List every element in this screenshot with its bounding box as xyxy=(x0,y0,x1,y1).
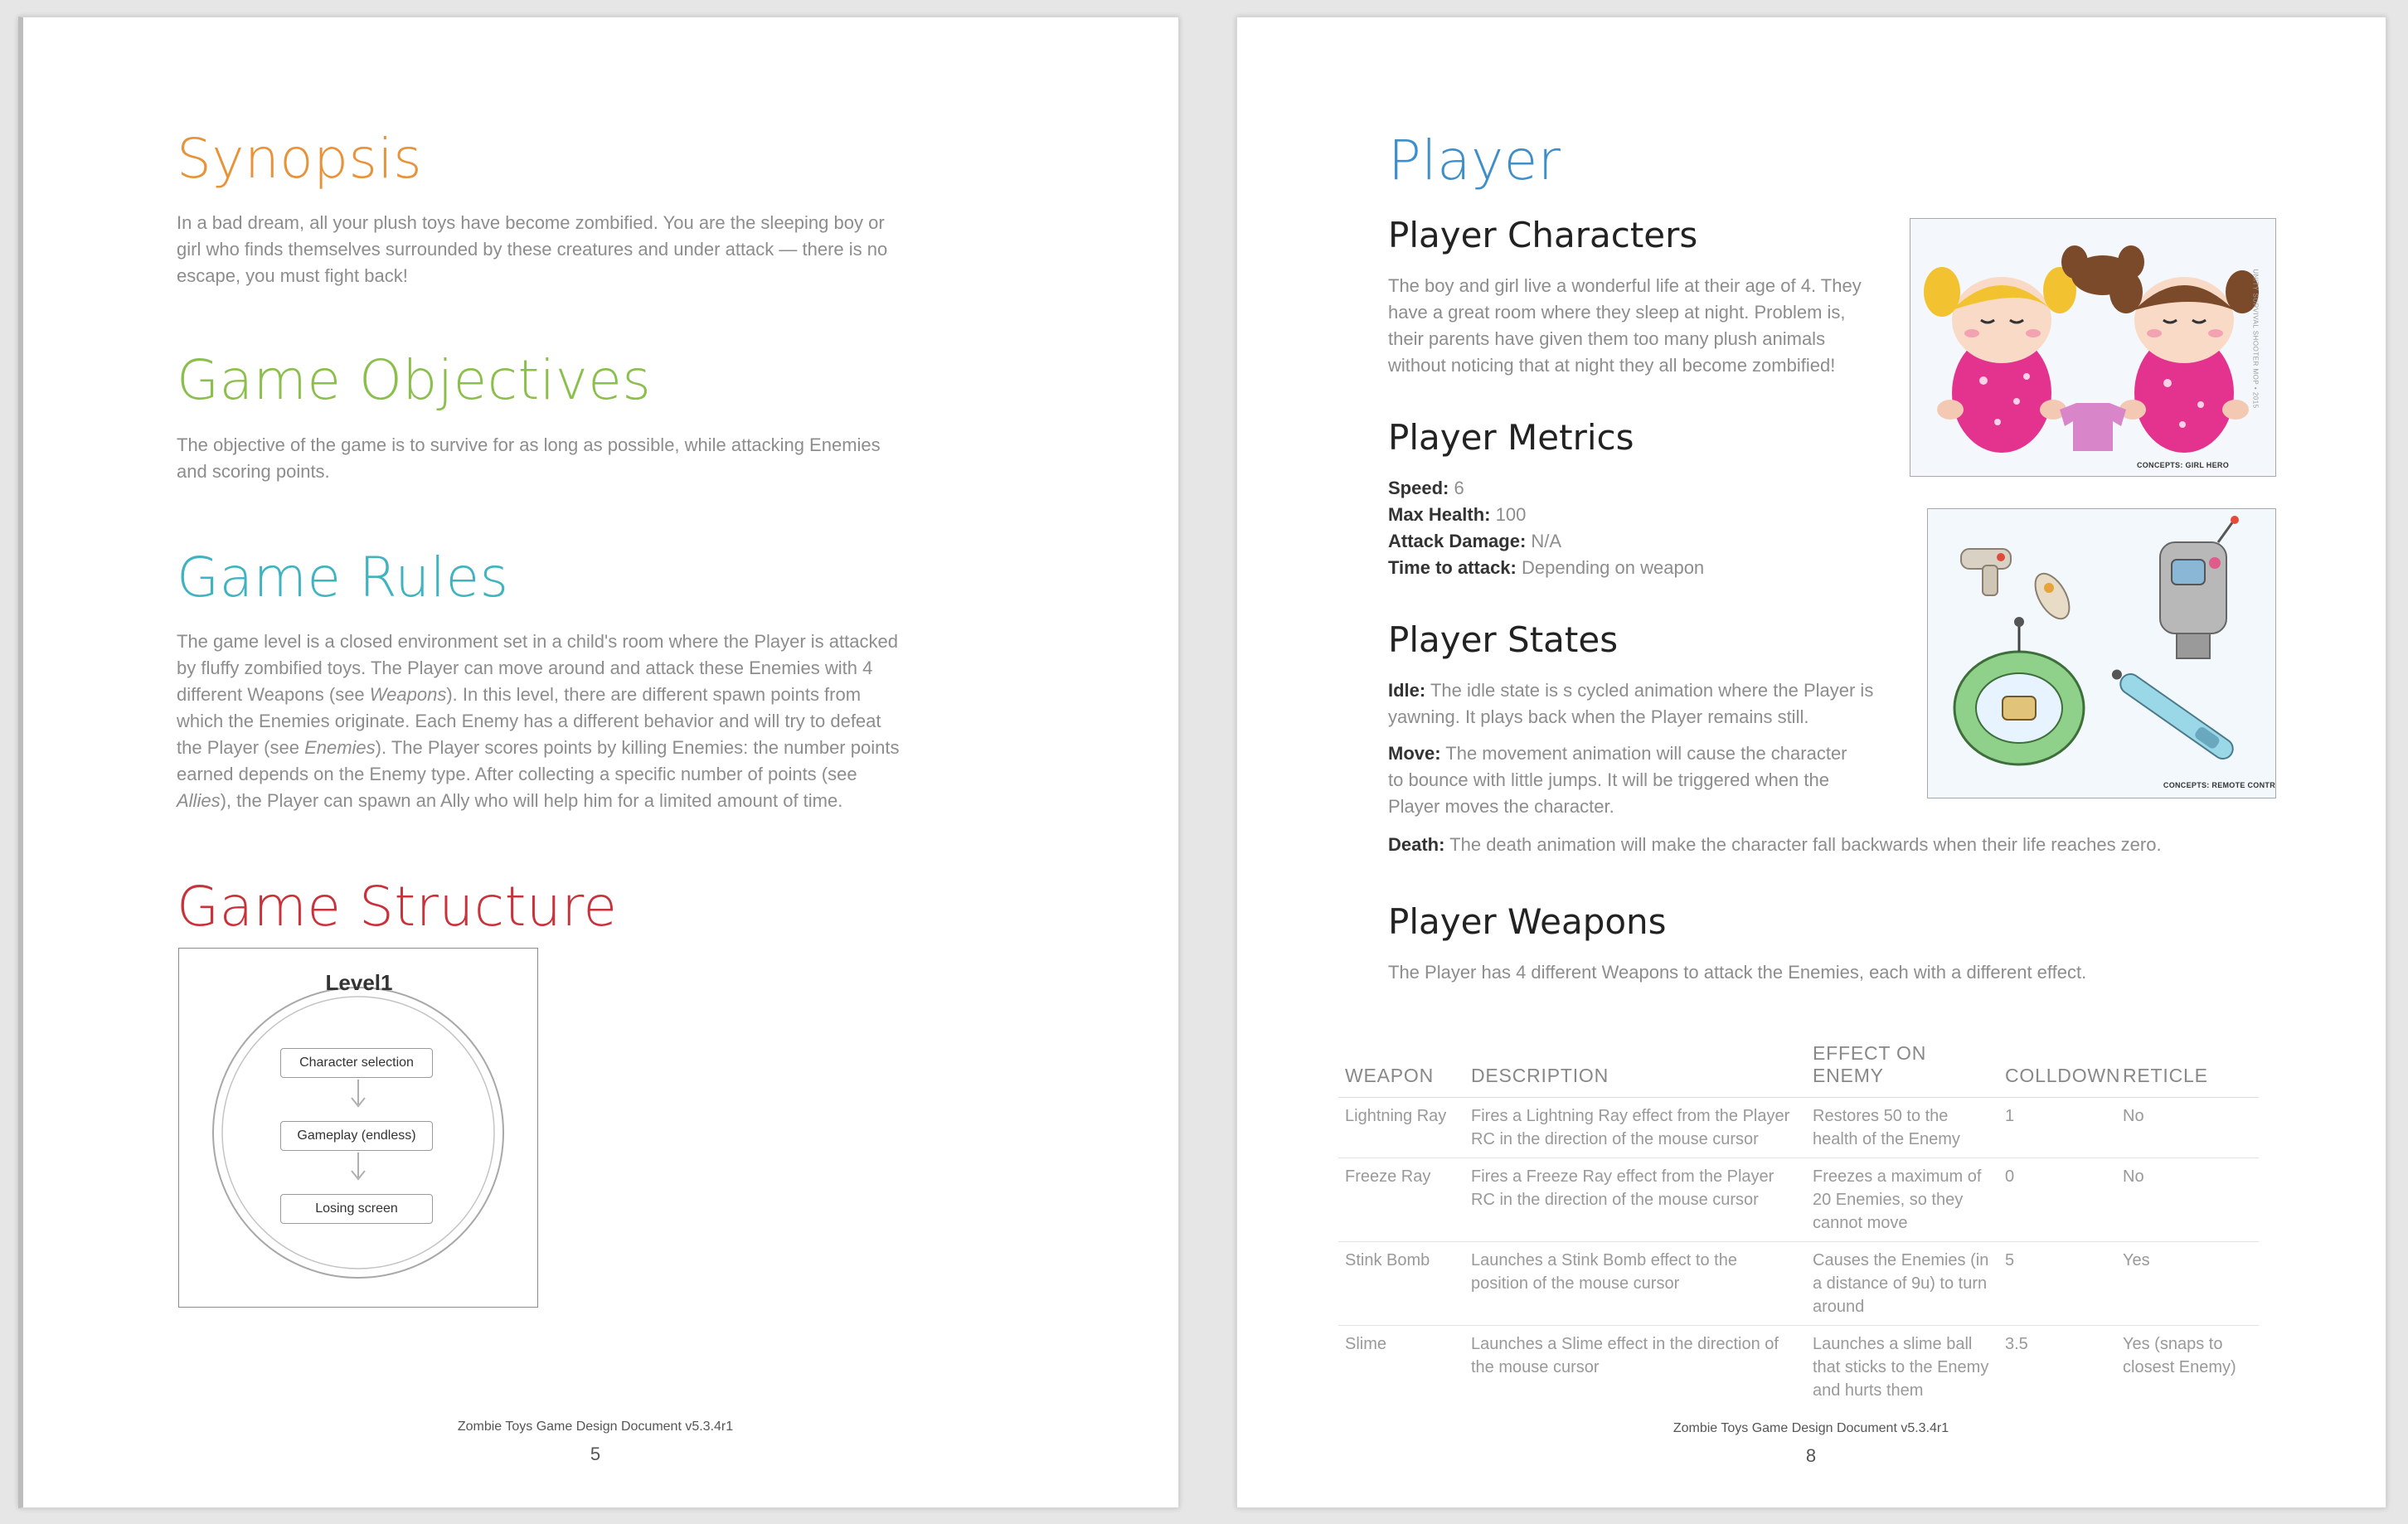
diagram-step-gameplay: Gameplay (endless) xyxy=(280,1121,433,1151)
header-effect-on-enemy: EFFECT ON ENEMY xyxy=(1806,1037,1998,1098)
player-weapons-text: The Player has 4 different Weapons to attack the Enemies, each with a different effect. xyxy=(1388,962,2087,983)
remote-controller-concept-image xyxy=(1927,508,2276,798)
cell-weapon: Stink Bomb xyxy=(1338,1242,1464,1326)
player-metrics-list xyxy=(1388,475,1852,581)
girl-hero-concept-image xyxy=(1910,218,2276,477)
header-reticle: RETICLE xyxy=(2116,1037,2259,1098)
cell-cooldown: 5 xyxy=(1998,1242,2116,1326)
cell-effect: Causes the Enemies (in a distance of 9u) to turn around xyxy=(1806,1242,1998,1326)
player-states-heading: Player States xyxy=(1388,619,1619,660)
state-move: Move: The movement animation will cause the character to bounce with little jumps. It will be triggered when the Player moves the character. xyxy=(1388,743,1847,817)
cell-description: Launches a Stink Bomb effect to the position of the mouse cursor xyxy=(1464,1242,1806,1326)
allies-reference: Allies xyxy=(177,790,221,811)
cell-reticle: No xyxy=(2116,1098,2259,1158)
weapons-table xyxy=(1338,1037,2259,1409)
player-characters-text: The boy and girl live a wonderful life at their age of 4. They have a great room where they sleep at night. Problem is, their parents have given them too many plush animals without noticing that at night they all become zombified! xyxy=(1388,275,1862,376)
player-heading: Player xyxy=(1388,129,1561,192)
girl-hero-caption: CONCEPTS: GIRL HERO xyxy=(2136,461,2229,469)
synopsis-text: In a bad dream, all your plush toys have become zombified. You are the sleeping boy or girl who finds themselves surrounded by these creatures and under attack — there is no escape, you must fight back! xyxy=(177,212,888,286)
cell-weapon: Slime xyxy=(1345,1335,1387,1353)
girl-hero-side-caption: UNITY SURVIVAL SHOOTER MOP • 2015 xyxy=(2251,269,2260,409)
cell-weapon: Freeze Ray xyxy=(1338,1158,1464,1242)
cell-effect: Restores 50 to the health of the Enemy xyxy=(1806,1098,1998,1158)
cell-reticle: Yes xyxy=(2116,1242,2259,1326)
header-description: DESCRIPTION xyxy=(1464,1037,1806,1098)
objectives-text: The objective of the game is to survive for as long as possible, while attacking Enemies and scoring points. xyxy=(177,434,881,482)
cell-cooldown: 0 xyxy=(1998,1158,2116,1242)
objectives-heading: Game Objectives xyxy=(177,348,652,412)
metric-time-to-attack: Time to attack: Depending on weapon xyxy=(1388,557,1705,578)
state-death: Death: The death animation will make the character fall backwards when their life reaches zero. xyxy=(1388,834,2162,855)
cell-reticle: Yes (snaps to closest Enemy) xyxy=(2123,1335,2236,1376)
girl-hero-illustration xyxy=(1910,219,2275,476)
footer-page-number: 5 xyxy=(590,1444,601,1464)
synopsis-heading: Synopsis xyxy=(177,127,423,191)
footer-document-title: Zombie Toys Game Design Document v5.3.4r1 xyxy=(1672,1421,1949,1435)
document-page-5 xyxy=(18,17,1179,1508)
table-row xyxy=(1338,1242,2259,1326)
state-idle: Idle: The idle state is s cycled animation where the Player is yawning. It plays back when the Player remains still. xyxy=(1388,680,1874,727)
remote-controller-caption: CONCEPTS: REMOTE CONTR xyxy=(2163,781,2275,789)
footer-document-title: Zombie Toys Game Design Document v5.3.4r1 xyxy=(457,1420,734,1434)
enemies-reference: Enemies xyxy=(304,737,376,758)
player-metrics-heading: Player Metrics xyxy=(1388,417,1634,458)
table-row xyxy=(1338,1326,2259,1410)
metric-speed: Speed: 6 xyxy=(1388,478,1464,498)
cell-reticle: No xyxy=(2116,1158,2259,1242)
level-structure-diagram xyxy=(178,948,538,1308)
rules-heading: Game Rules xyxy=(177,546,509,609)
cell-effect: Freezes a maximum of 20 Enemies, so they cannot move xyxy=(1806,1158,1998,1242)
cell-description: Fires a Lightning Ray effect from the Player RC in the direction of the mouse cursor xyxy=(1464,1098,1806,1158)
structure-heading: Game Structure xyxy=(177,875,618,939)
document-page-8 xyxy=(1236,17,2386,1508)
header-colldown: COLLDOWN xyxy=(1998,1037,2116,1098)
weapons-reference: Weapons xyxy=(369,684,447,705)
cell-description: Fires a Freeze Ray effect from the Player RC in the direction of the mouse cursor xyxy=(1464,1158,1806,1242)
header-weapon: WEAPON xyxy=(1338,1037,1464,1098)
cell-effect: Launches a slime ball that sticks to the Enemy and hurts them xyxy=(1813,1335,1989,1400)
diagram-title: Level1 xyxy=(325,970,393,995)
cell-cooldown: 3.5 xyxy=(2005,1335,2028,1353)
metric-max-health: Max Health: 100 xyxy=(1388,504,1527,525)
cell-cooldown: 1 xyxy=(1998,1098,2116,1158)
cell-description: Launches a Slime effect in the direction of the mouse cursor xyxy=(1471,1335,1779,1376)
remote-controller-illustration xyxy=(1928,509,2276,798)
footer-page-number: 8 xyxy=(1805,1445,1817,1466)
diagram-step-losing-screen: Losing screen xyxy=(280,1194,433,1224)
player-weapons-heading: Player Weapons xyxy=(1388,901,1667,942)
table-header-row xyxy=(1338,1037,2259,1098)
table-row xyxy=(1338,1158,2259,1242)
table-row xyxy=(1338,1098,2259,1158)
player-characters-heading: Player Characters xyxy=(1388,215,1698,255)
cell-weapon: Lightning Ray xyxy=(1338,1098,1464,1158)
diagram-step-character-selection: Character selection xyxy=(280,1048,433,1078)
metric-attack-damage: Attack Damage: N/A xyxy=(1388,531,1562,551)
rules-text: The game level is a closed environment set in a child's room where the Player is attacked by fluffy zombified toys. The Player can move around and attack these Enemies with 4 different Weapons (see Weapons). In this level, there are different spawn points from which the Enemies originate. Each Enemy has a different behavior and will try to defeat the Player (see Enemies). The Player scores points by killing Enemies: the number points earned depends on the Enemy type. After collecting a specific number of points (see Allies), the Player can spawn an Ally who will help him for a limited amount of time. xyxy=(177,631,900,811)
